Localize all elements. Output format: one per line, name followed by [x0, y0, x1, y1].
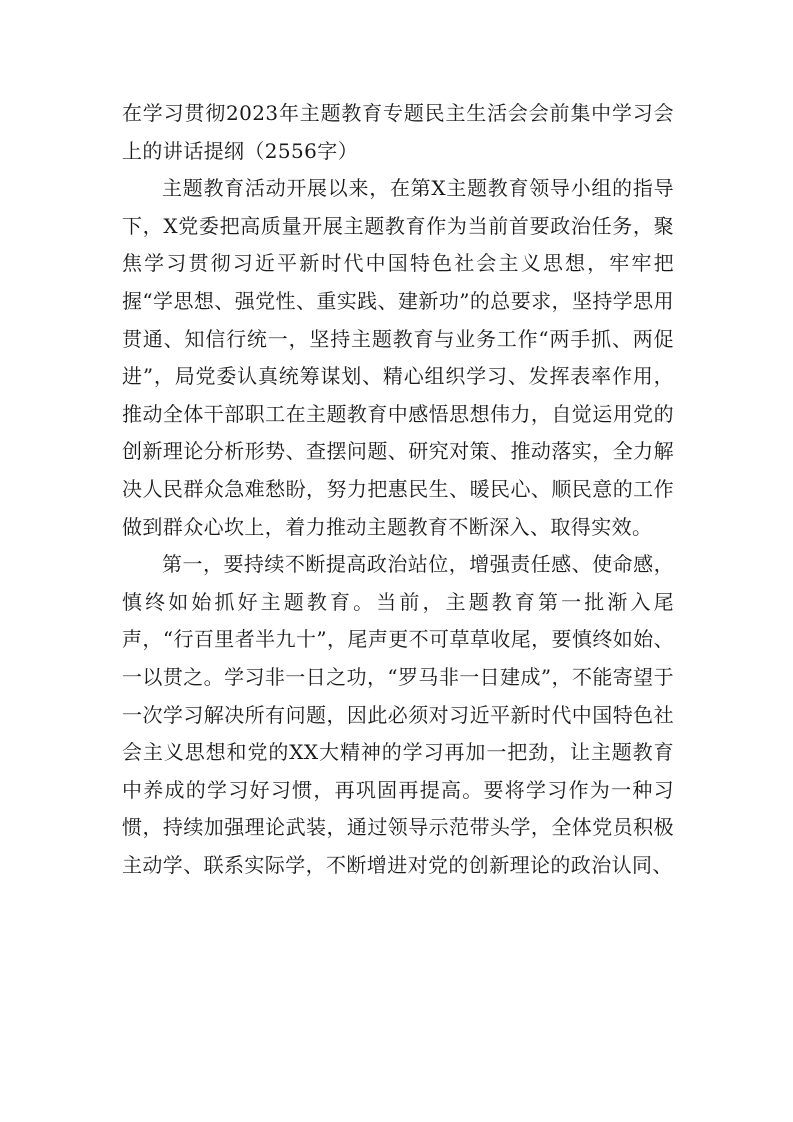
- paragraph-intro: 主题教育活动开展以来，在第X主题教育领导小组的指导下，X党委把高质量开展主题教育作为当前首要政治任务，聚焦学习贯彻习近平新时代中国特色社会主义思想，牢牢把握“学思想、强党性、重实践、建新功”的总要求，坚持学思用贯通、知信行统一，坚持主题教育与业务工作“两手抓、两促进”，局党委认真统筹谋划、精心组织学习、发挥表率作用，推动全体干部职工在主题教育中感悟思想伟力，自觉运用党的创新理论分析形势、查摆问题、研究对策、推动落实，全力解决人民群众急难愁盼，努力把惠民生、暖民心、顺民意的工作做到群众心坎上，着力推动主题教育不断深入、取得实效。: [122, 176, 674, 539]
- document-body: [122, 95, 674, 884]
- document-title: 在学习贯彻2023年主题教育专题民主生活会会前集中学习会上的讲话提纲（2556字）: [122, 101, 674, 163]
- paragraph-first-point: 第一，要持续不断提高政治站位，增强责任感、使命感，慎终如始抓好主题教育。当前，主题教育第一批渐入尾声，“行百里者半九十”，尾声更不可草草收尾，要慎终如始、一以贯之。学习非一日之功，“罗马非一日建成”，不能寄望于一次学习解决所有问题，因此必须对习近平新时代中国特色社会主义思想和党的XX大精神的学习再加一把劲，让主题教育中养成的学习好习惯，再巩固再提高。要将学习作为一种习惯，持续加强理论武装，通过领导示范带头学，全体党员积极主动学、联系实际学，不断增进对党的创新理论的政治认同、: [122, 552, 674, 877]
